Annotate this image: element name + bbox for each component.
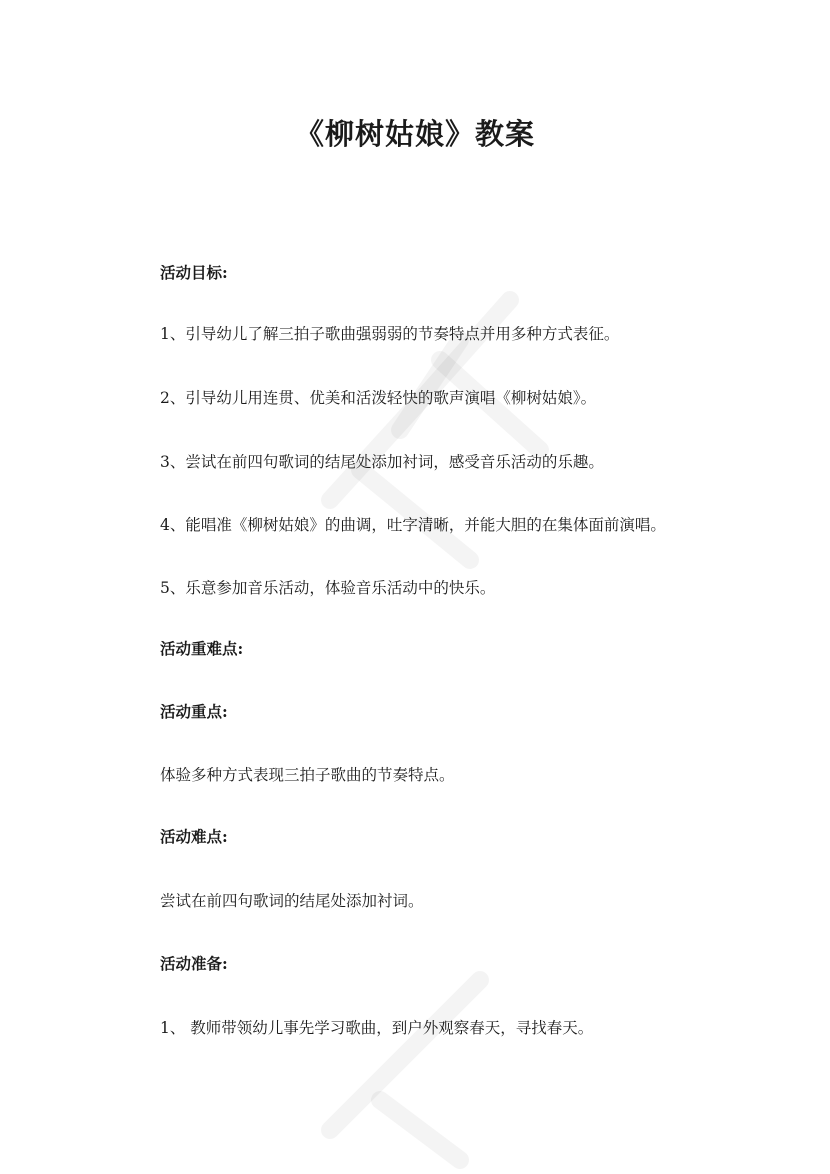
goal-item: 1、引导幼儿了解三拍子歌曲强弱弱的节奏特点并用多种方式表征。 <box>160 325 620 343</box>
difficulty-text: 尝试在前四句歌词的结尾处添加衬词。 <box>160 892 424 910</box>
difficulty-heading: 活动难点: <box>160 827 228 846</box>
focus-heading: 活动重点: <box>160 702 228 721</box>
goal-item: 2、引导幼儿用连贯、优美和活泼轻快的歌声演唱《柳树姑娘》。 <box>160 389 597 407</box>
key-points-heading: 活动重难点: <box>160 639 244 658</box>
goals-heading: 活动目标: <box>160 263 228 282</box>
goal-item: 4、能唱准《柳树姑娘》的曲调，吐字清晰，并能大胆的在集体面前演唱。 <box>160 516 666 534</box>
goal-item: 3、尝试在前四句歌词的结尾处添加衬词，感受音乐活动的乐趣。 <box>160 453 604 471</box>
goal-item: 5、乐意参加音乐活动，体验音乐活动中的快乐。 <box>160 579 496 597</box>
prep-heading: 活动准备: <box>160 954 228 973</box>
focus-text: 体验多种方式表现三拍子歌曲的节奏特点。 <box>160 766 455 784</box>
prep-item: 1、 教师带领幼儿事先学习歌曲，到户外观察春天，寻找春天。 <box>160 1019 594 1037</box>
document-title: 《柳树姑娘》教案 <box>294 117 535 151</box>
